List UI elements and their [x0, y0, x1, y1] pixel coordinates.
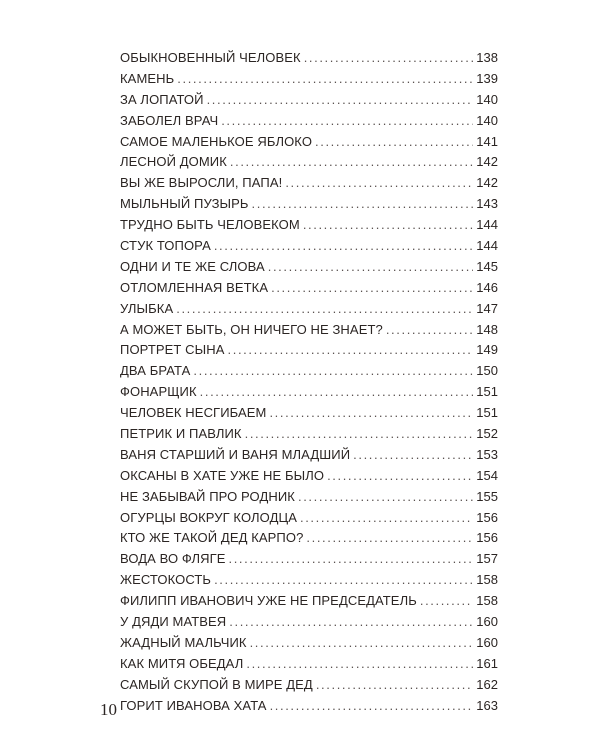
toc-entry [120, 696, 498, 717]
toc-entry-title: ОДНИ И ТЕ ЖЕ СЛОВА [120, 258, 265, 274]
dot-leader [270, 696, 474, 717]
toc-entry [120, 236, 498, 257]
dot-leader [269, 403, 473, 424]
toc-entry-page: 144 [476, 217, 498, 233]
toc-entry-page: 144 [476, 238, 498, 254]
toc-entry-title: ОТЛОМЛЕННАЯ ВЕТКА [120, 279, 269, 295]
toc-entry [120, 466, 498, 487]
toc-entry-page: 156 [476, 530, 498, 546]
dot-leader [193, 361, 473, 382]
toc-entry-page: 153 [476, 446, 498, 462]
toc-entry-page: 163 [476, 697, 498, 713]
toc-entry [120, 257, 498, 278]
toc-entry-title: ОГУРЦЫ ВОКРУГ КОЛОДЦА [120, 509, 297, 525]
toc-entry-page: 161 [476, 655, 498, 671]
toc-entry-page: 139 [476, 70, 498, 86]
toc-entry-page: 157 [476, 551, 498, 567]
dot-leader [177, 69, 473, 90]
toc-entry [120, 194, 498, 215]
toc-entry-page: 142 [476, 154, 498, 170]
toc-entry [120, 382, 498, 403]
toc-entry [120, 549, 498, 570]
dot-leader [214, 570, 473, 591]
dot-leader [245, 424, 474, 445]
dot-leader [229, 549, 474, 570]
toc-entry-title: КАМЕНЬ [120, 70, 175, 86]
toc-entry-page: 141 [476, 133, 498, 149]
toc-entry-page: 151 [476, 405, 498, 421]
dot-leader [315, 132, 473, 153]
toc-entry-title: НЕ ЗАБЫВАЙ ПРО РОДНИК [120, 488, 295, 504]
toc-entry-page: 142 [476, 175, 498, 191]
toc-entry-title: УЛЫБКА [120, 300, 174, 316]
toc-entry-title: МЫЛЬНЫЙ ПУЗЫРЬ [120, 196, 249, 212]
toc-entry-title: ЛЕСНОЙ ДОМИК [120, 154, 227, 170]
toc-entry-page: 140 [476, 91, 498, 107]
toc-entry-page: 143 [476, 196, 498, 212]
dot-leader [246, 654, 473, 675]
toc-entry-page: 148 [476, 321, 498, 337]
dot-leader [298, 487, 473, 508]
toc-entry-title: ПОРТРЕТ СЫНА [120, 342, 225, 358]
dot-leader [420, 591, 473, 612]
toc-entry [120, 132, 498, 153]
dot-leader [285, 173, 473, 194]
toc-entry-page: 145 [476, 258, 498, 274]
dot-leader [230, 152, 473, 173]
toc-entry-page: 146 [476, 279, 498, 295]
toc-entry [120, 528, 498, 549]
toc-entry-title: ФИЛИПП ИВАНОВИЧ УЖЕ НЕ ПРЕДСЕДАТЕЛЬ [120, 593, 417, 609]
dot-leader [271, 278, 473, 299]
toc-entry-title: СТУК ТОПОРА [120, 238, 211, 254]
toc-entry [120, 487, 498, 508]
toc-entry [120, 320, 498, 341]
toc-entry [120, 69, 498, 90]
toc-entry [120, 424, 498, 445]
toc-entry [120, 299, 498, 320]
dot-leader [316, 675, 473, 696]
toc-entry-title: КТО ЖЕ ТАКОЙ ДЕД КАРПО? [120, 530, 304, 546]
dot-leader [214, 236, 473, 257]
toc-entry [120, 675, 498, 696]
dot-leader [207, 90, 474, 111]
dot-leader [228, 340, 474, 361]
toc-entry [120, 633, 498, 654]
dot-leader [229, 612, 473, 633]
toc-entry-title: У ДЯДИ МАТВЕЯ [120, 614, 227, 630]
toc-entry-title: ГОРИТ ИВАНОВА ХАТА [120, 697, 267, 713]
toc-entry-title: А МОЖЕТ БЫТЬ, ОН НИЧЕГО НЕ ЗНАЕТ? [120, 321, 383, 337]
dot-leader [221, 111, 473, 132]
toc-entry-page: 154 [476, 467, 498, 483]
toc-entry [120, 654, 498, 675]
dot-leader [250, 633, 474, 654]
toc-entry-page: 152 [476, 426, 498, 442]
toc-entry-page: 150 [476, 363, 498, 379]
toc-entry [120, 152, 498, 173]
toc-entry-title: ФОНАРЩИК [120, 384, 197, 400]
dot-leader [268, 257, 474, 278]
dot-leader [386, 320, 473, 341]
dot-leader [353, 445, 473, 466]
toc-entry-title: ВОДА ВО ФЛЯГЕ [120, 551, 226, 567]
toc-entry-title: ВАНЯ СТАРШИЙ И ВАНЯ МЛАДШИЙ [120, 446, 351, 462]
toc-entry-title: ВЫ ЖЕ ВЫРОСЛИ, ПАПА! [120, 175, 283, 191]
toc-entry [120, 111, 498, 132]
toc-entry-title: ЗА ЛОПАТОЙ [120, 91, 204, 107]
toc-entry-title: ЖЕСТОКОСТЬ [120, 572, 212, 588]
toc-entry [120, 361, 498, 382]
toc-entry-title: ОБЫКНОВЕННЫЙ ЧЕЛОВЕК [120, 50, 301, 65]
dot-leader [176, 299, 473, 320]
toc-entry-page: 158 [476, 593, 498, 609]
toc-entry [120, 403, 498, 424]
toc-entry-title: КАК МИТЯ ОБЕДАЛ [120, 655, 244, 671]
toc-entry-page: 151 [476, 384, 498, 400]
toc-entry [120, 591, 498, 612]
toc-entry [120, 215, 498, 236]
toc-entry-title: САМЫЙ СКУПОЙ В МИРЕ ДЕД [120, 676, 313, 692]
dot-leader [327, 466, 473, 487]
toc-entry [120, 278, 498, 299]
toc-entry-title: САМОЕ МАЛЕНЬКОЕ ЯБЛОКО [120, 133, 313, 149]
toc-entry-page: 156 [476, 509, 498, 525]
toc-entry-page: 160 [476, 614, 498, 630]
toc-entry [120, 612, 498, 633]
toc-entry [120, 48, 498, 69]
dot-leader [303, 215, 473, 236]
toc-entry-page: 138 [476, 50, 498, 65]
toc-entry [120, 173, 498, 194]
table-of-contents [120, 48, 498, 717]
page-number: 10 [100, 700, 117, 719]
toc-entry-page: 147 [476, 300, 498, 316]
toc-entry-page: 160 [476, 634, 498, 650]
toc-entry [120, 340, 498, 361]
toc-entry-title: ТРУДНО БЫТЬ ЧЕЛОВЕКОМ [120, 217, 300, 233]
toc-entry-title: ЗАБОЛЕЛ ВРАЧ [120, 112, 219, 128]
dot-leader [304, 48, 474, 69]
toc-entry-page: 149 [476, 342, 498, 358]
toc-entry [120, 90, 498, 111]
toc-entry-page: 158 [476, 572, 498, 588]
toc-entry [120, 445, 498, 466]
toc-entry-page: 162 [476, 676, 498, 692]
toc-entry [120, 570, 498, 591]
dot-leader [306, 528, 473, 549]
toc-entry-title: ЧЕЛОВЕК НЕСГИБАЕМ [120, 405, 267, 421]
toc-entry-title: ПЕТРИК И ПАВЛИК [120, 426, 242, 442]
toc-entry-title: ОКСАНЫ В ХАТЕ УЖЕ НЕ БЫЛО [120, 467, 325, 483]
dot-leader [300, 508, 473, 529]
dot-leader [252, 194, 474, 215]
toc-entry [120, 508, 498, 529]
toc-entry-page: 140 [476, 112, 498, 128]
dot-leader [200, 382, 474, 403]
toc-entry-title: ЖАДНЫЙ МАЛЬЧИК [120, 634, 247, 650]
toc-entry-title: ДВА БРАТА [120, 363, 191, 379]
toc-entry-page: 155 [476, 488, 498, 504]
